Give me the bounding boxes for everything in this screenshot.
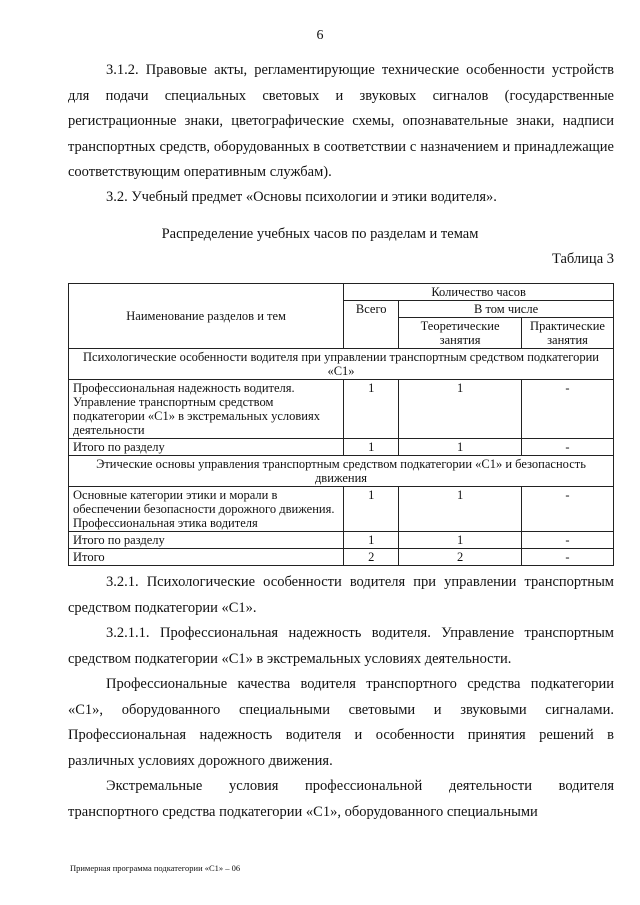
header-practice: Практические занятия — [522, 318, 614, 349]
page-number: 6 — [316, 28, 324, 43]
row-total: 1 — [344, 380, 399, 439]
table-subtotal-row — [69, 532, 614, 549]
section-title: Этические основы управления транспортным средством подкатегории «С1» и безопасность движения — [69, 456, 614, 487]
header-including: В том числе — [399, 301, 614, 318]
row-theory: 1 — [399, 439, 522, 456]
row-name: Итого — [69, 549, 344, 566]
row-name: Профессиональная надежность водителя. Управление транспортным средством подкатегории «С1» в экстремальных условиях деятельности — [69, 380, 344, 439]
table-section-row — [69, 349, 614, 380]
section-title: Психологические особенности водителя при управлении транспортным средством подкатегории «С1» — [69, 349, 614, 380]
row-name: Итого по разделу — [69, 439, 344, 456]
header-theory: Теоретические занятия — [399, 318, 522, 349]
table-total-row — [69, 549, 614, 566]
row-theory: 1 — [399, 532, 522, 549]
paragraph-3-1-2: 3.1.2. Правовые акты, регламентирующие технические особенности устройств для подачи специальных световых и звуковых сигналов (государственные регистрационные знаки, цветографические схемы, опознавательные знаки, надписи транспортных средств, оборудованных в соответствии с назначением и принадлежащие соответствующим оперативным службам). — [68, 62, 614, 180]
row-practice: - — [522, 549, 614, 566]
row-theory: 2 — [399, 549, 522, 566]
table-section-row — [69, 456, 614, 487]
paragraph-extreme-conditions: Экстремальные условия профессиональной деятельности водителя транспортного средства подкатегории «С1», оборудованного специальными — [68, 778, 614, 820]
row-total: 1 — [344, 532, 399, 549]
table-row — [69, 380, 614, 439]
table-row — [69, 487, 614, 532]
paragraph-3-2-1: 3.2.1. Психологические особенности водителя при управлении транспортным средством подкатегории «С1». — [68, 574, 614, 616]
paragraph-3-2: 3.2. Учебный предмет «Основы психологии и этики водителя». — [106, 189, 497, 205]
row-total: 1 — [344, 487, 399, 532]
paragraph-3-2-1-1: 3.2.1.1. Профессиональная надежность водителя. Управление транспортным средством подкатегории «С1» в экстремальных условиях деятельности. — [68, 625, 614, 667]
table-header-row — [69, 284, 614, 301]
row-name: Основные категории этики и морали в обеспечении безопасности дорожного движения. Профессиональная этика водителя — [69, 487, 344, 532]
table-caption: Распределение учебных часов по разделам и темам — [161, 226, 479, 242]
row-practice: - — [522, 380, 614, 439]
row-practice: - — [522, 487, 614, 532]
header-name: Наименование разделов и тем — [69, 284, 344, 349]
row-theory: 1 — [399, 380, 522, 439]
row-total: 2 — [344, 549, 399, 566]
row-name: Итого по разделу — [69, 532, 344, 549]
row-practice: - — [522, 532, 614, 549]
row-theory: 1 — [399, 487, 522, 532]
header-total: Всего — [344, 301, 399, 349]
paragraph-professional-qualities: Профессиональные качества водителя транспортного средства подкатегории «С1», оборудованного специальными световыми и звуковыми сигналами. Профессиональная надежность водителя и особенности принятия решений в различных условиях дорожного движения. — [68, 676, 614, 769]
table-label: Таблица 3 — [551, 251, 614, 267]
hours-table — [68, 283, 614, 566]
row-practice: - — [522, 439, 614, 456]
header-hours: Количество часов — [344, 284, 614, 301]
table-subtotal-row — [69, 439, 614, 456]
row-total: 1 — [344, 439, 399, 456]
page-footer: Примерная программа подкатегории «С1» – 06 — [70, 863, 241, 873]
